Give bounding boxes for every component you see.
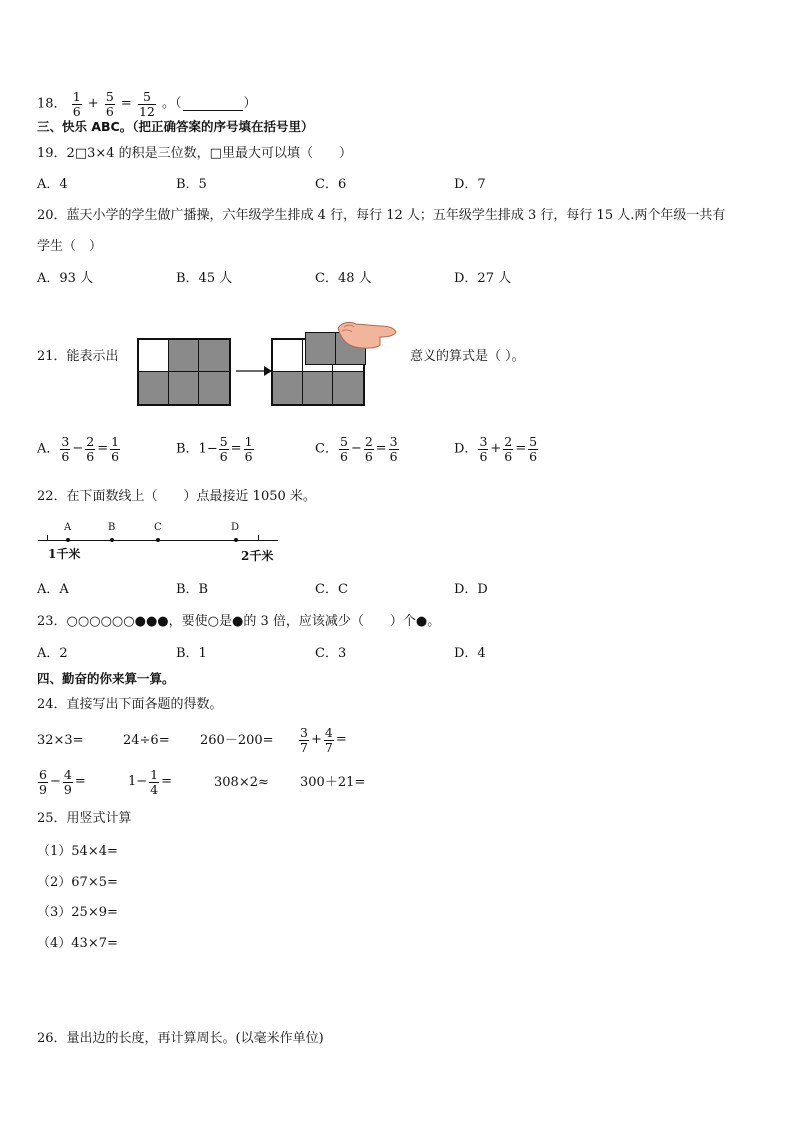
- q25-item-4: （4）43×7=: [37, 936, 118, 951]
- answer-blank[interactable]: [183, 98, 243, 111]
- fraction: $\frac{5}{12}$: [138, 88, 155, 119]
- calc-4: $\frac{3}{7}$ + $\frac{4}{7}$ =: [300, 724, 347, 755]
- q20-option-a[interactable]: A．93 人: [37, 271, 94, 286]
- q21-option-d[interactable]: D． $\frac{3}{6}$ + $\frac{2}{6}$ = $\frac{5}{6}$: [454, 433, 538, 464]
- label-start: 1千米: [48, 547, 81, 561]
- hand-icon: [336, 318, 398, 350]
- point-d: [234, 538, 238, 542]
- arrow-icon: [236, 364, 272, 378]
- label-c: C: [154, 522, 162, 533]
- calc-8: 300＋21=: [300, 775, 366, 790]
- q23-text: 23．○○○○○○●●●，要使○是●的 3 倍，应该减少（ ）个●。: [37, 614, 441, 629]
- calc-7: 308×2≈: [214, 775, 269, 790]
- number-line: [30, 520, 290, 568]
- q23-option-a[interactable]: A．2: [37, 646, 68, 661]
- calc-1: 32×3=: [37, 733, 84, 748]
- q23-option-c[interactable]: C．3: [315, 646, 347, 661]
- q21-option-b[interactable]: B．1− $\frac{5}{6}$ = $\frac{1}{6}$: [176, 433, 253, 464]
- q20-option-b[interactable]: B．45 人: [176, 271, 233, 286]
- q22-option-c[interactable]: C．C: [315, 582, 348, 597]
- q19-text: 19．2□3×4 的积是三位数，□里最大可以填（ ）: [37, 146, 352, 161]
- calc-5: $\frac{6}{9}$ − $\frac{4}{9}$ =: [39, 766, 86, 797]
- point-c: [156, 538, 160, 542]
- q24-text: 24．直接写出下面各题的得数。: [37, 697, 223, 712]
- q26-text: 26．量出边的长度，再计算周长。(以毫米作单位): [37, 1031, 324, 1046]
- label-a: A: [64, 522, 72, 533]
- q23-option-d[interactable]: D．4: [454, 646, 486, 661]
- q22-option-b[interactable]: B．B: [176, 582, 209, 597]
- point-a: [66, 538, 70, 542]
- q20-text-line2: 学生（ ）: [37, 239, 103, 254]
- fraction: $\frac{1}{6}$: [72, 88, 81, 119]
- label-b: B: [108, 522, 116, 533]
- q21-option-c[interactable]: C． $\frac{5}{6}$ − $\frac{2}{6}$ = $\frac{3}{6}$: [315, 433, 398, 464]
- q21-suffix: 意义的算式是（ ）。: [410, 349, 525, 364]
- q18: 18． $\frac{1}{6}$ + $\frac{5}{6}$ = $\frac{5}{12}$ 。（ ）: [37, 88, 257, 119]
- q25-item-1: （1）54×4=: [37, 844, 118, 859]
- q21-prefix: 21．能表示出: [37, 349, 119, 364]
- q19-option-c[interactable]: C．6: [315, 177, 347, 192]
- q20-option-c[interactable]: C．48 人: [315, 271, 372, 286]
- label-d: D: [231, 522, 240, 533]
- q22-option-a[interactable]: A．A: [37, 582, 69, 597]
- q25-item-3: （3）25×9=: [37, 905, 118, 920]
- q19-option-d[interactable]: D．7: [454, 177, 486, 192]
- q22-text: 22．在下面数线上（ ）点最接近 1050 米。: [37, 489, 316, 504]
- q23-option-b[interactable]: B．1: [176, 646, 207, 661]
- point-b: [110, 538, 114, 542]
- label-end: 2千米: [241, 549, 274, 563]
- fraction: $\frac{5}{6}$: [105, 88, 114, 119]
- grid-before: [137, 338, 231, 406]
- q20-text-line1: 20．蓝天小学的学生做广播操，六年级学生排成 4 行，每行 12 人；五年级学生排成 3 行，每行 15 人.两个年级一共有: [37, 208, 726, 223]
- q20-option-d[interactable]: D．27 人: [454, 271, 512, 286]
- q25-text: 25．用竖式计算: [37, 811, 132, 826]
- calc-2: 24÷6=: [123, 733, 170, 748]
- q19-option-b[interactable]: B．5: [176, 177, 207, 192]
- calc-3: 260－200=: [200, 733, 274, 748]
- q19-option-a[interactable]: A．4: [37, 177, 68, 192]
- q25-item-2: （2）67×5=: [37, 875, 118, 890]
- q21-option-a[interactable]: A． $\frac{3}{6}$ − $\frac{2}{6}$ = $\frac{1}{6}$: [37, 433, 120, 464]
- calc-6: 1− $\frac{1}{4}$ =: [128, 766, 173, 797]
- section-3-heading: 三、快乐 ABC。（把正确答案的序号填在括号里）: [37, 119, 314, 134]
- section-4-heading: 四、勤奋的你来算一算。: [37, 671, 175, 686]
- q22-option-d[interactable]: D．D: [454, 582, 488, 597]
